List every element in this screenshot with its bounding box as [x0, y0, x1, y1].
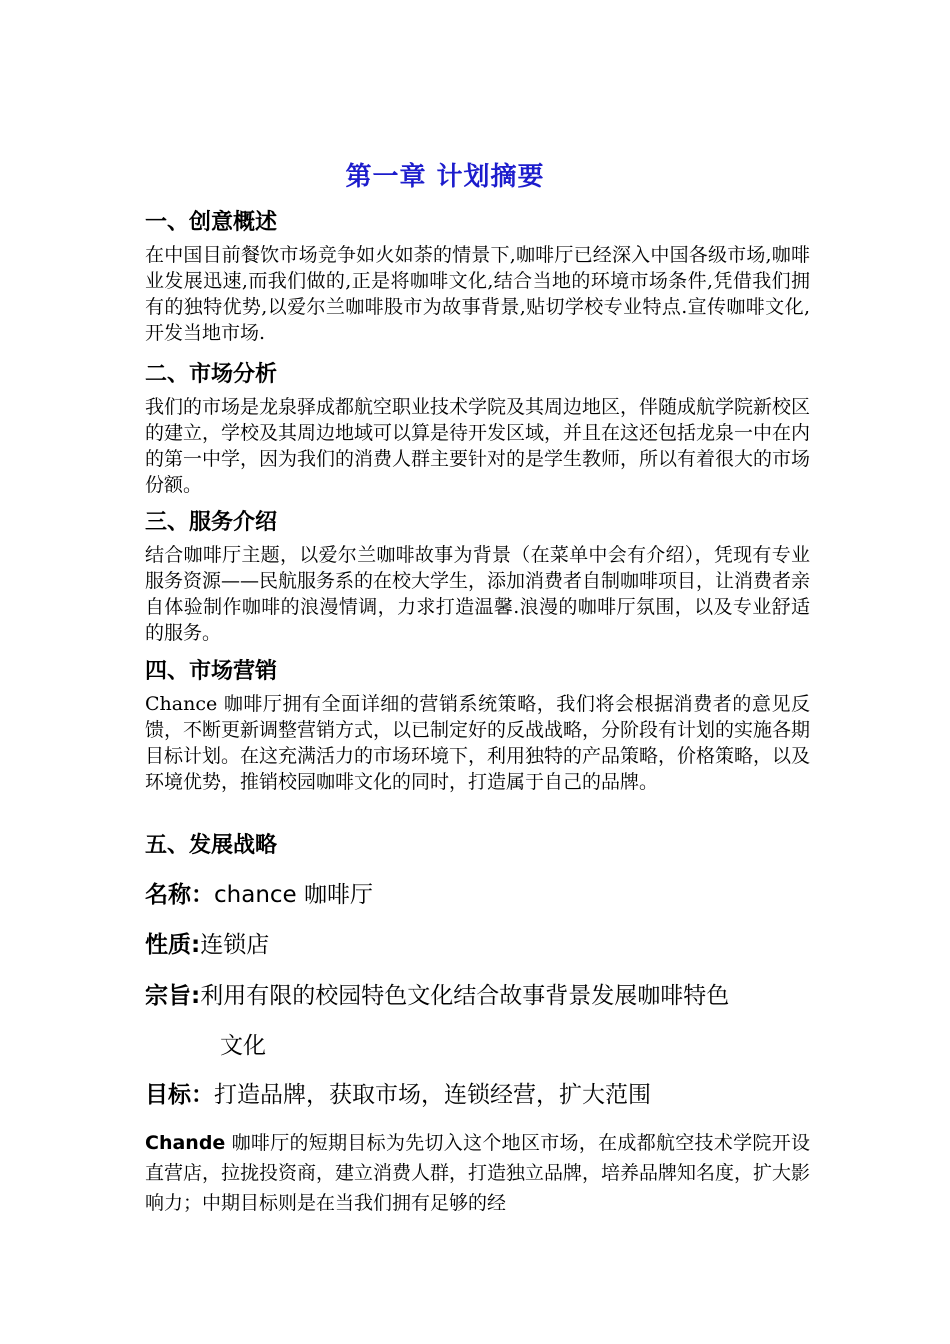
field-nature: [145, 930, 815, 960]
section-body: Chance 咖啡厅拥有全面详细的营销系统策略，我们将会根据消费者的意见反馈，不断更新调整营销方式，以已制定好的反战战略，分阶段有计划的实施各期目标计划。在这充满活力的市场环境下，利用独特的产品策略，价格策略，以及环境优势，推销校园咖啡文化的同时，打造属于自己的品牌。: [145, 693, 811, 793]
section-heading: 四、市场营销: [145, 659, 278, 684]
field-label: 宗旨:: [145, 983, 201, 1009]
section-creative-overview: [145, 208, 810, 346]
section-body: 我们的市场是龙泉驿成都航空职业技术学院及其周边地区，伴随成航学院新校区的建立，学校及其周边地域可以算是待开发区域，并且在这还包括龙泉一中在内的第一中学，因为我们的消费人群主要针对的是学生教师，所以有着很大的市场份额。: [145, 396, 811, 496]
field-label: 性质:: [145, 932, 201, 958]
section-development-strategy: [145, 831, 810, 861]
section-heading: 五、发展战略: [145, 833, 278, 858]
section-body: 结合咖啡厅主题，以爱尔兰咖啡故事为背景（在菜单中会有介绍），凭现有专业服务资源——民航服务系的在校大学生，添加消费者自制咖啡项目，让消费者亲自体验制作咖啡的浪漫情调，力求打造温馨.浪漫的咖啡厅氛围，以及专业舒适的服务。: [145, 544, 811, 644]
section-body: 在中国目前餐饮市场竞争如火如荼的情景下,咖啡厅已经深入中国各级市场,咖啡业发展迅速,而我们做的,正是将咖啡文化,结合当地的环境市场条件,凭借我们拥有的独特优势,以爱尔兰咖啡股市为故事背景,贴切学校专业特点.宣传咖啡文化,开发当地市场.: [145, 244, 810, 344]
field-purpose: [145, 981, 815, 1011]
paragraph-text: 咖啡厅的短期目标为先切入这个地区市场，在成都航空技术学院开设直营店，拉拢投资商，建立消费人群，打造独立品牌，培养品牌知名度，扩大影响力；中期目标则是在当我们拥有足够的经: [145, 1132, 811, 1214]
section-heading: 三、服务介绍: [145, 510, 278, 535]
field-label: 目标：: [145, 1082, 214, 1108]
field-label: 名称：: [145, 882, 214, 908]
field-name: [145, 880, 815, 910]
field-value: 打造品牌，获取市场，连锁经营，扩大范围: [214, 1082, 651, 1108]
field-goal: [145, 1080, 815, 1110]
field-value: 连锁店: [200, 932, 270, 958]
chapter-title: 第一章 计划摘要: [345, 162, 545, 192]
section-service-intro: [145, 508, 810, 646]
brand-name: Chande: [145, 1132, 226, 1154]
field-purpose-continued: 文化: [220, 1033, 266, 1059]
section-heading: 一、创意概述: [145, 210, 278, 235]
section-heading: 二、市场分析: [145, 362, 278, 387]
section-market-analysis: [145, 360, 810, 498]
short-term-goal-paragraph: [145, 1128, 810, 1218]
field-value: 利用有限的校园特色文化结合故事背景发展咖啡特色: [200, 983, 730, 1009]
section-marketing: [145, 657, 810, 795]
field-value: chance 咖啡厅: [214, 882, 374, 908]
